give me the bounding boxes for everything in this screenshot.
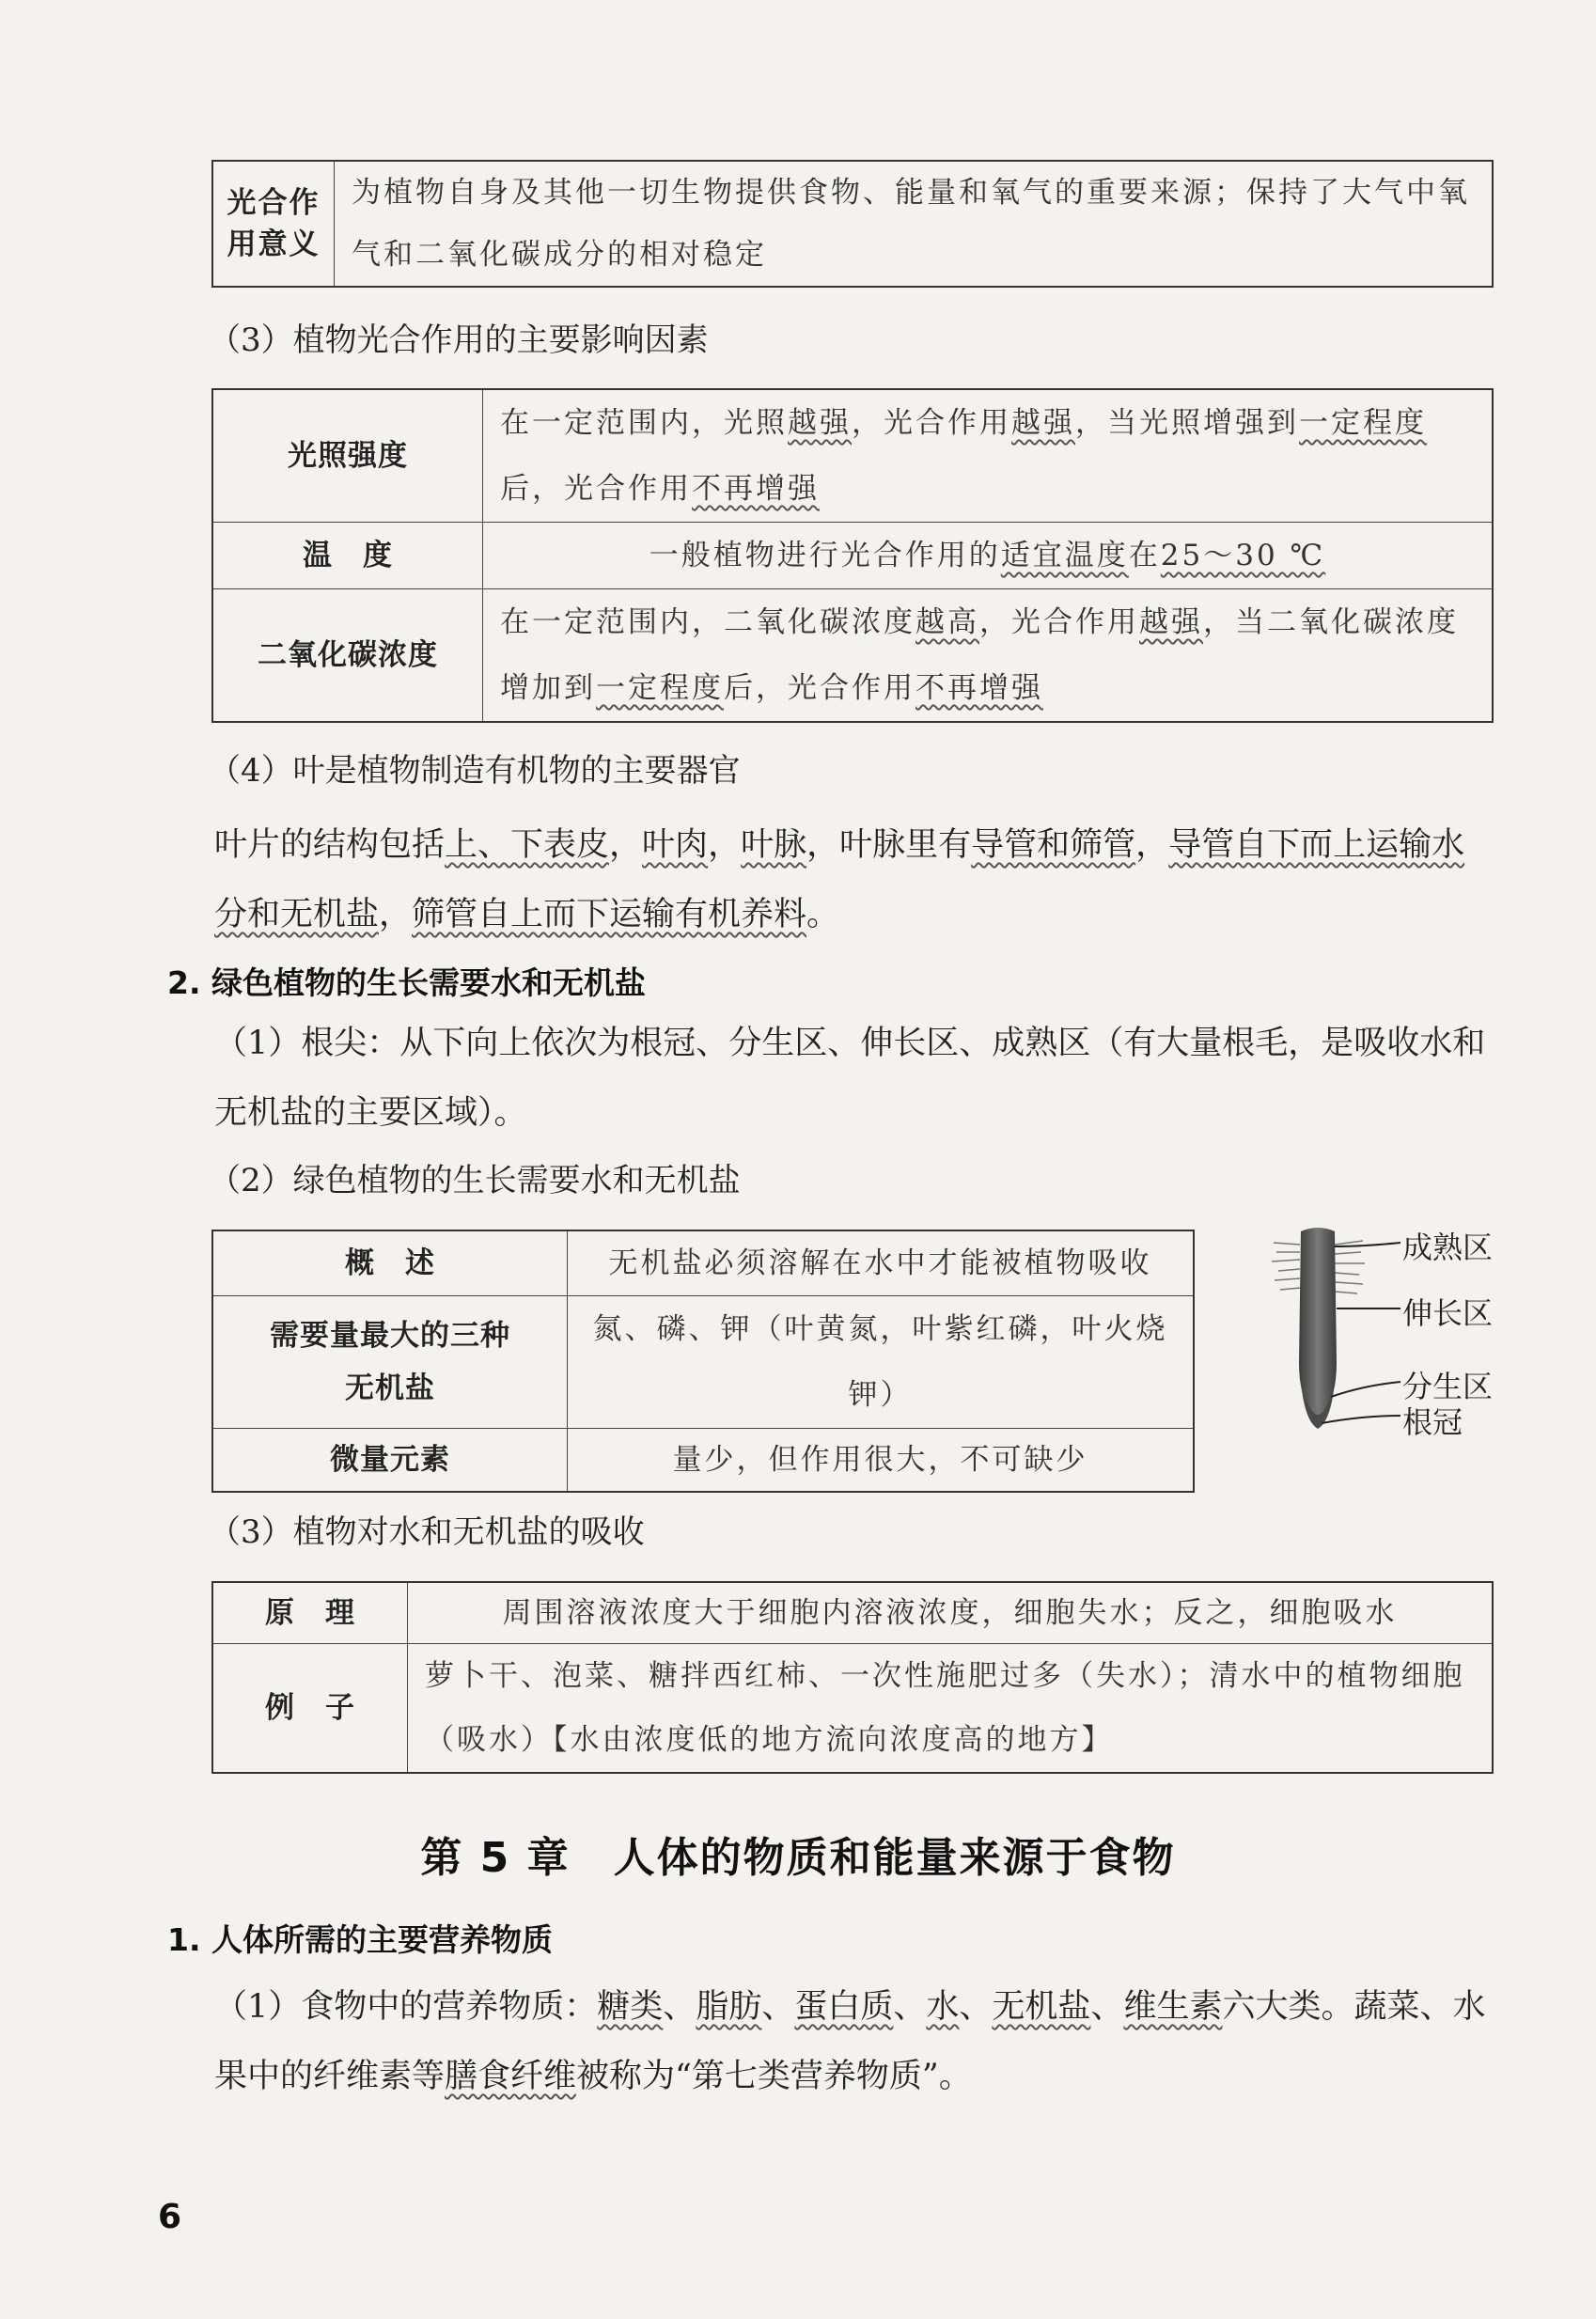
row-text: 周围溶液浓度大于细胞内溶液浓度，细胞失水；反之，细胞吸水: [408, 1582, 1494, 1644]
segment-emphasis: 导管自下而上运输水分和无机盐: [214, 826, 1465, 933]
row-header: 光照强度: [212, 389, 483, 523]
segment-emphasis: 导管和筛管: [971, 826, 1136, 864]
mineral-salt-table: [211, 1230, 1195, 1493]
item4-heading: （4）叶是植物制造有机物的主要器官: [209, 752, 741, 790]
leaf-structure-paragraph: [214, 810, 1494, 949]
table-row: [212, 1644, 1493, 1774]
row-header: 原 理: [212, 1582, 408, 1644]
item2-2-heading: （2）绿色植物的生长需要水和无机盐: [209, 1162, 741, 1199]
section-ch5-1-title: 1. 人体所需的主要营养物质: [167, 1921, 553, 1958]
row-text: [483, 389, 1494, 523]
row-header: 例 子: [212, 1644, 408, 1774]
segment: 一般植物进行光合作用的: [649, 539, 1001, 572]
page-number: 6: [158, 2198, 182, 2236]
segment: ，: [708, 826, 742, 864]
photosynthesis-factors-table: [211, 388, 1494, 723]
segment: 在: [1128, 539, 1161, 572]
segment-emphasis: 一定程度: [1299, 406, 1427, 440]
segment-emphasis: 脂肪: [696, 1988, 762, 2026]
segment-emphasis: 上、下表皮: [445, 826, 610, 864]
table-row: [212, 589, 1493, 723]
segment-emphasis: 越强: [1011, 406, 1075, 440]
chapter-title: 第 5 章 人体的物质和能量来源于食物: [420, 1834, 1176, 1882]
segment-emphasis: 25～30 ℃: [1160, 539, 1326, 572]
segment-emphasis: 越强: [788, 406, 852, 440]
row-text: 无机盐必须溶解在水中才能被植物吸收: [568, 1230, 1195, 1296]
table-row: [212, 1429, 1194, 1493]
table-row: [212, 1230, 1194, 1296]
segment: 后，光合作用: [724, 671, 915, 705]
root-tip-paragraph: （1）根尖：从下向上依次为根冠、分生区、伸长区、成熟区（有大量根毛，是吸收水和无机盐的主要区域）。: [214, 1025, 1486, 1132]
segment: 、: [761, 1988, 795, 2026]
segment: 、: [1090, 1988, 1124, 2026]
segment: ，当光照增强到: [1075, 406, 1299, 440]
segment: 被称为“第七类营养物质”。: [576, 2058, 972, 2095]
segment-emphasis: 越强: [1139, 605, 1203, 639]
segment: ，叶脉里有: [806, 826, 972, 864]
segment-emphasis: 无机盐: [992, 1988, 1091, 2026]
segment: 、: [663, 1988, 696, 2026]
segment: ，光合作用: [852, 406, 1011, 440]
table-row: [212, 1296, 1194, 1429]
segment-emphasis: 维生素: [1123, 1988, 1223, 2026]
segment: ，: [379, 896, 413, 933]
photosynthesis-significance-table: [211, 160, 1494, 288]
segment: ，: [1135, 826, 1169, 864]
segment-emphasis: 筛管自上而下运输有机养料: [412, 896, 807, 933]
label-meristem-zone: 分生区: [1402, 1369, 1494, 1404]
row-text: [483, 589, 1494, 723]
row-header: 光合作用意义: [212, 161, 335, 287]
row-text: 氮、磷、钾（叶黄氮，叶紫红磷，叶火烧钾）: [568, 1296, 1195, 1429]
table-row: [212, 1582, 1493, 1644]
segment: ，当二氧化碳浓度增加到: [500, 605, 1459, 705]
item2-3-heading: （3）植物对水和无机盐的吸收: [209, 1513, 645, 1551]
segment-emphasis: 适宜温度: [1000, 539, 1129, 572]
segment-emphasis: 蛋白质: [794, 1988, 894, 2026]
table-row: [212, 161, 1493, 287]
table-row: [212, 389, 1493, 523]
segment: 在一定范围内，光照: [500, 406, 788, 440]
segment: 六大类。蔬菜、水果中的纤维素等: [214, 1988, 1486, 2095]
row-text: 量少，但作用很大，不可缺少: [568, 1429, 1195, 1493]
row-header: 需要量最大的三种无机盐: [212, 1296, 568, 1429]
row-header: 二氧化碳浓度: [212, 589, 483, 723]
segment: 、: [893, 1988, 927, 2026]
segment: ，: [609, 826, 643, 864]
nutrients-paragraph: [214, 1972, 1494, 2111]
row-text: 为植物自身及其他一切生物提供食物、能量和氧气的重要来源；保持了大气中氧气和二氧化碳成分的相对稳定: [335, 161, 1494, 287]
segment: 后，光合作用: [500, 472, 692, 506]
segment-emphasis: 膳食纤维: [445, 2058, 577, 2095]
row-header: 温 度: [212, 523, 483, 589]
segment-emphasis: 叶脉: [741, 826, 807, 864]
segment: ，光合作用: [979, 605, 1139, 639]
label-maturation-zone: 成熟区: [1402, 1230, 1494, 1265]
table-row: [212, 523, 1493, 589]
segment: （1）食物中的营养物质：: [214, 1988, 598, 2026]
segment: 、: [959, 1988, 993, 2026]
segment-emphasis: 叶肉: [642, 826, 709, 864]
segment-emphasis: 一定程度: [596, 671, 724, 705]
segment: 在一定范围内，二氧化碳浓度: [500, 605, 915, 639]
segment-emphasis: 不再增强: [915, 671, 1043, 705]
label-elongation-zone: 伸长区: [1402, 1295, 1494, 1331]
segment-emphasis: 越高: [915, 605, 979, 639]
label-root-cap: 根冠: [1402, 1404, 1463, 1440]
segment-emphasis: 水: [926, 1988, 960, 2026]
row-header: 微量元素: [212, 1429, 568, 1493]
root-body: [1299, 1228, 1337, 1420]
segment: 。: [806, 896, 840, 933]
item3-heading: （3）植物光合作用的主要影响因素: [209, 321, 709, 359]
section-2-title: 2. 绿色植物的生长需要水和无机盐: [167, 964, 646, 1001]
segment-emphasis: 不再增强: [692, 472, 820, 506]
row-text: [483, 523, 1494, 589]
absorption-table: [211, 1581, 1494, 1774]
row-text: 萝卜干、泡菜、糖拌西红柿、一次性施肥过多（失水）；清水中的植物细胞（吸水）【水由浓度低的地方流向浓度高的地方】: [408, 1644, 1494, 1774]
row-header: 概 述: [212, 1230, 568, 1296]
segment: 叶片的结构包括: [214, 826, 446, 864]
segment-emphasis: 糖类: [597, 1988, 664, 2026]
